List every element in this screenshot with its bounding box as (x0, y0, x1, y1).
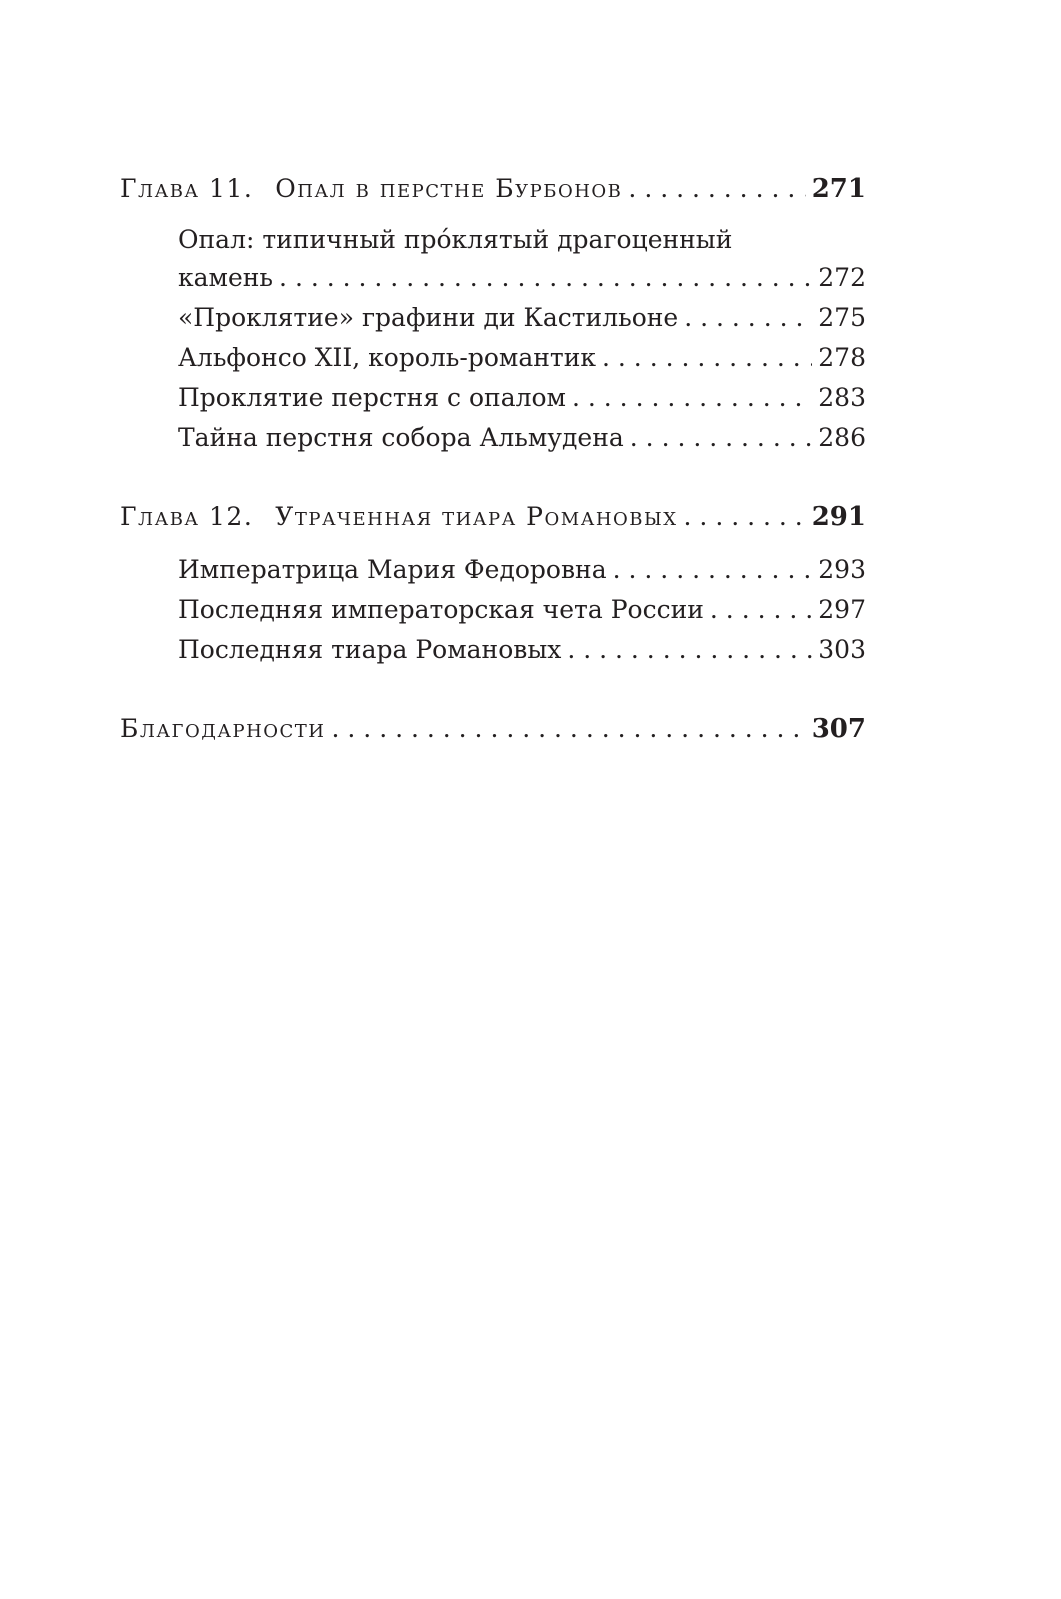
chapter-title: Утраченная тиара Романовых (275, 502, 678, 531)
entry-page-number: 283 (818, 383, 866, 412)
toc-entry[interactable] (178, 550, 866, 590)
toc-entry[interactable] (178, 222, 866, 298)
entry-title: Последняя императорская чета России (178, 595, 704, 624)
toc-entry[interactable] (178, 630, 866, 670)
entry-title: камень (178, 263, 274, 292)
entry-page-number: 272 (818, 263, 866, 292)
dot-leader (684, 494, 806, 540)
dot-leader (567, 630, 812, 670)
entry-page-number: 275 (818, 303, 866, 332)
entry-page-number: 297 (818, 595, 866, 624)
chapter-title: Опал в перстне Бурбонов (275, 174, 623, 203)
chapter-page-number: 271 (811, 174, 866, 204)
chapter-entries (178, 550, 866, 670)
toc-entry[interactable] (178, 298, 866, 338)
dot-leader (630, 418, 813, 458)
entry-page-number: 293 (818, 555, 866, 584)
chapter-11 (120, 166, 866, 458)
dot-leader (684, 298, 812, 338)
chapter-12 (120, 494, 866, 670)
chapter-heading[interactable] (120, 494, 866, 540)
toc-entry[interactable] (178, 338, 866, 378)
entry-title: Альфонсо XII, король-романтик (178, 343, 597, 372)
acknowledgements-page-number: 307 (811, 714, 866, 744)
table-of-contents (120, 166, 866, 762)
chapter-label: Глава 11. (120, 174, 254, 203)
toc-entry[interactable] (178, 418, 866, 458)
entry-title: Императрица Мария Федоровна (178, 555, 607, 584)
entry-title: «Проклятие» графини ди Кастильоне (178, 303, 679, 332)
dot-leader (613, 550, 813, 590)
dot-leader (332, 706, 806, 752)
entry-title-line: Опал: типичный прóклятый драгоценный (178, 225, 733, 254)
toc-entry[interactable] (178, 590, 866, 630)
acknowledgements-title: Благодарности (120, 714, 326, 743)
dot-leader (628, 166, 805, 212)
dot-leader (279, 258, 812, 298)
dot-leader (602, 338, 812, 378)
entry-title: Проклятие перстня с опалом (178, 383, 566, 412)
chapter-entries (178, 222, 866, 458)
entry-page-number: 286 (818, 423, 866, 452)
acknowledgements-heading[interactable] (120, 706, 866, 752)
chapter-label: Глава 12. (120, 502, 254, 531)
entry-title: Последняя тиара Романовых (178, 635, 562, 664)
toc-entry[interactable] (178, 378, 866, 418)
dot-leader (572, 378, 812, 418)
chapter-page-number: 291 (811, 502, 866, 532)
entry-title: Тайна перстня собора Альмудена (178, 423, 624, 452)
entry-page-number: 278 (818, 343, 866, 372)
chapter-heading[interactable] (120, 166, 866, 212)
entry-page-number: 303 (818, 635, 866, 664)
dot-leader (710, 590, 812, 630)
